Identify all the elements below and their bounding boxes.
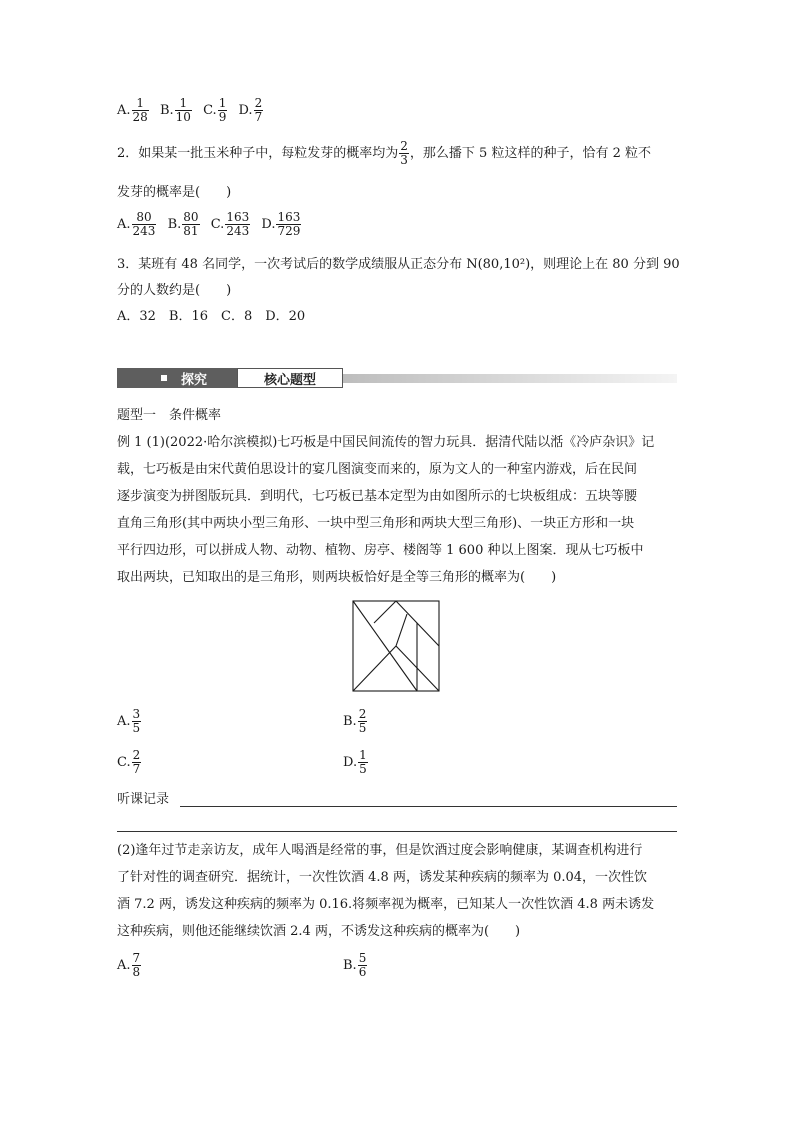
example2-option-a: A. $\frac{7}{8}$ (117, 951, 141, 979)
example2-line-4: 这种疾病，则他还能继续饮酒 2.4 两，不诱发这种疾病的概率为( ) (117, 924, 521, 939)
fraction: $\frac{163}{729}$ (277, 210, 301, 238)
fraction: $\frac{1}{5}$ (359, 748, 367, 776)
fraction: $\frac{80}{243}$ (132, 210, 156, 238)
fraction: $\frac{7}{8}$ (132, 951, 141, 979)
q2-line-1: 2．如果某一批玉米种子中，每粒发芽的概率均为 $\frac{2}{3}$ ，那么播下 5 粒这样的种子，恰有 2 粒不 (117, 139, 651, 167)
notes-label: 听课记录 (117, 792, 170, 807)
fraction: $\frac{163}{243}$ (226, 210, 250, 238)
section-title: 题型一 条件概率 (117, 408, 222, 423)
q2-option-b: B. $\frac{80}{81}$ (167, 210, 199, 238)
tangram-edge (374, 601, 396, 623)
q1-options (117, 97, 270, 123)
fraction: $\frac{2}{5}$ (358, 707, 367, 735)
q1-option-a: A. $\frac{1}{28}$ (117, 96, 148, 124)
example1-option-c: C. $\frac{2}{7}$ (117, 748, 141, 776)
example2-option-b: B. $\frac{5}{6}$ (343, 951, 367, 979)
banner-dark-tab: 探究 (117, 368, 237, 388)
fraction: $\frac{1}{10}$ (175, 96, 191, 124)
tangram-edge (396, 614, 407, 646)
fraction: $\frac{1}{9}$ (218, 96, 227, 124)
example1-line-3: 逐步演变为拼图版玩具．到明代，七巧板已基本定型为由如图所示的七块板组成：五块等腰 (117, 489, 638, 504)
q2-option-a: A. $\frac{80}{243}$ (117, 210, 156, 238)
fraction: $\frac{2}{7}$ (254, 96, 263, 124)
fraction: $\frac{2}{7}$ (132, 748, 141, 776)
square-bullet-icon (161, 375, 167, 381)
q3-line-1: 3．某班有 48 名同学，一次考试后的数学成绩服从正态分布 N(80,10²)，则理论上在 80 分到 90 (117, 257, 680, 272)
fraction: $\frac{3}{5}$ (132, 707, 141, 735)
q3-line-2: 分的人数约是( ) (117, 283, 232, 298)
example1-option-d: D. $\frac{1}{5}$ (343, 748, 367, 776)
example1-option-b: B. $\frac{2}{5}$ (343, 707, 367, 735)
section-banner (117, 368, 677, 388)
q2-option-c: C. $\frac{163}{243}$ (210, 210, 250, 238)
example1-line-1: 例 1 (1)(2022·哈尔滨模拟)七巧板是中国民间流传的智力玩具．据清代陆以湉《冷庐杂识》记 (117, 435, 655, 450)
example1-line-5: 平行四边形，可以拼成人物、动物、植物、房亭、楼阁等 1 600 种以上图案．现从七巧板中 (117, 543, 644, 558)
fraction: $\frac{80}{81}$ (183, 210, 199, 238)
fraction: $\frac{5}{6}$ (358, 951, 367, 979)
example1-line-6: 取出两块，已知取出的是三角形，则两块板恰好是全等三角形的概率为( ) (117, 570, 557, 585)
example1-line-2: 载，七巧板是由宋代黄伯思设计的宴几图演变而来的，原为文人的一种室内游戏，后在民间 (117, 462, 638, 477)
banner-light-tab: 核心题型 (237, 368, 343, 388)
q2-option-d: D. $\frac{163}{729}$ (261, 210, 301, 238)
tangram-edge (353, 646, 396, 691)
example2-line-1: (2)逢年过节走亲访友，成年人喝酒是经常的事，但是饮酒过度会影响健康，某调查机构进行 (117, 843, 643, 858)
q2-line-2: 发芽的概率是( ) (117, 185, 232, 200)
example1-option-a: A. $\frac{3}{5}$ (117, 707, 141, 735)
example1-line-4: 直角三角形(其中两块小型三角形、一块中型三角形和两块大型三角形)、一块正方形和一块 (117, 516, 635, 531)
notes-line-1 (180, 806, 677, 807)
q1-option-b: B. $\frac{1}{10}$ (159, 96, 191, 124)
example2-line-3: 酒 7.2 两，诱发这种疾病的频率为 0.16.将频率视为概率，已知某人一次性饮酒 4.8 两未诱发 (117, 897, 655, 912)
banner-gradient-bar (343, 374, 677, 383)
fraction: $\frac{2}{3}$ (400, 139, 408, 167)
q3-options: A．32 B．16 C．8 D．20 (117, 309, 306, 324)
notes-line-2 (117, 831, 677, 832)
example2-line-2: 了针对性的调查研究．据统计，一次性饮酒 4.8 两，诱发某种疾病的频率为 0.04，一次性饮 (117, 870, 648, 885)
q1-option-c: C. $\frac{1}{9}$ (203, 96, 227, 124)
q2-options (117, 211, 308, 237)
tangram-figure (352, 600, 440, 692)
fraction: $\frac{1}{28}$ (132, 96, 148, 124)
q1-option-d: D. $\frac{2}{7}$ (238, 96, 263, 124)
